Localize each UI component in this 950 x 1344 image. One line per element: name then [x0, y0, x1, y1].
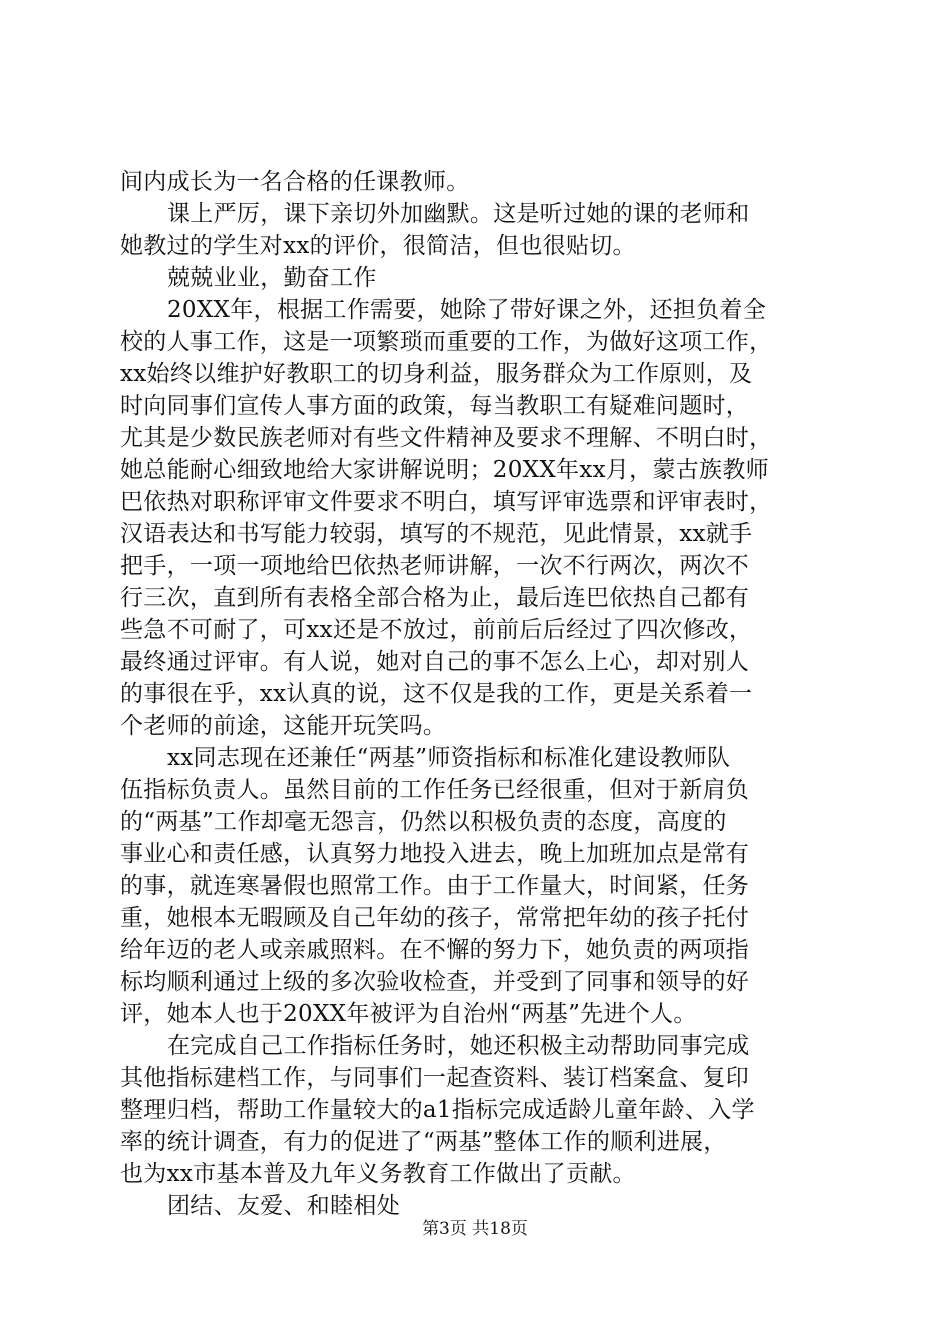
text-line: 重，她根本无暇顾及自己年幼的孩子，常常把年幼的孩子托付 — [120, 905, 750, 931]
text-line: 整理归档，帮助工作量较大的a1指标完成适龄儿童年龄、入学 — [120, 1097, 755, 1123]
text-line: 其他指标建档工作，与同事们一起查资料、装订档案盒、复印 — [120, 1065, 750, 1091]
page-footer: 第3页 共18页 — [422, 1219, 528, 1239]
text-line: 最终通过评审。有人说，她对自己的事不怎么上心，却对别人 — [120, 649, 750, 675]
text-line: 团结、友爱、和睦相处 — [167, 1193, 400, 1219]
text-line: 的“两基”工作却毫无怨言，仍然以积极负责的态度，高度的 — [120, 809, 727, 835]
text-line: 她总能耐心细致地给大家讲解说明；20XX年xx月，蒙古族教师 — [120, 457, 769, 483]
text-line: 20XX年，根据工作需要，她除了带好课之外，还担负着全 — [167, 297, 767, 323]
text-line: 给年迈的老人或亲戚照料。在不懈的努力下，她负责的两项指 — [120, 937, 750, 963]
text-line: xx始终以维护好教职工的切身利益，服务群众为工作原则，及 — [120, 361, 753, 387]
text-line: 课上严厉，课下亲切外加幽默。这是听过她的课的老师和 — [167, 201, 750, 227]
text-line: 间内成长为一名合格的任课教师。 — [120, 169, 470, 195]
text-line: 校的人事工作，这是一项繁琐而重要的工作，为做好这项工作， — [120, 329, 773, 355]
text-line: 她教过的学生对xx的评价，很简洁，但也很贴切。 — [120, 233, 636, 259]
document-body — [120, 166, 840, 1222]
text-line: 兢兢业业，勤奋工作 — [167, 265, 377, 291]
text-line: 汉语表达和书写能力较弱，填写的不规范，见此情景，xx就手 — [120, 521, 753, 547]
text-line: xx同志现在还兼任“两基”师资指标和标准化建设教师队 — [167, 745, 731, 771]
text-line: 巴依热对职称评审文件要求不明白，填写评审选票和评审表时， — [120, 489, 773, 515]
text-line: 伍指标负责人。虽然目前的工作任务已经很重，但对于新肩负 — [120, 777, 750, 803]
text-line: 事业心和责任感，认真努力地投入进去，晚上加班加点是常有 — [120, 841, 750, 867]
text-line: 在完成自己工作指标任务时，她还积极主动帮助同事完成 — [167, 1033, 750, 1059]
text-line: 的事，就连寒暑假也照常工作。由于工作量大，时间紧，任务 — [120, 873, 750, 899]
text-line: 时向同事们宣传人事方面的政策，每当教职工有疑难问题时， — [120, 393, 750, 419]
text-line: 尤其是少数民族老师对有些文件精神及要求不理解、不明白时， — [120, 425, 773, 451]
text-line: 把手，一项一项地给巴依热老师讲解，一次不行两次，两次不 — [120, 553, 750, 579]
text-line: 个老师的前途，这能开玩笑吗。 — [120, 713, 447, 739]
text-line: 行三次，直到所有表格全部合格为止，最后连巴依热自己都有 — [120, 585, 750, 611]
text-line: 的事很在乎，xx认真的说，这不仅是我的工作，更是关系着一 — [120, 681, 753, 707]
text-line: 也为xx市基本普及九年义务教育工作做出了贡献。 — [120, 1161, 636, 1187]
text-line: 评，她本人也于20XX年被评为自治州“两基”先进个人。 — [120, 1001, 697, 1027]
text-line: 标均顺利通过上级的多次验收检查，并受到了同事和领导的好 — [120, 969, 750, 995]
text-line: 率的统计调查，有力的促进了“两基”整体工作的顺利进展， — [120, 1129, 727, 1155]
text-line: 些急不可耐了，可xx还是不放过，前前后后经过了四次修改， — [120, 617, 753, 643]
